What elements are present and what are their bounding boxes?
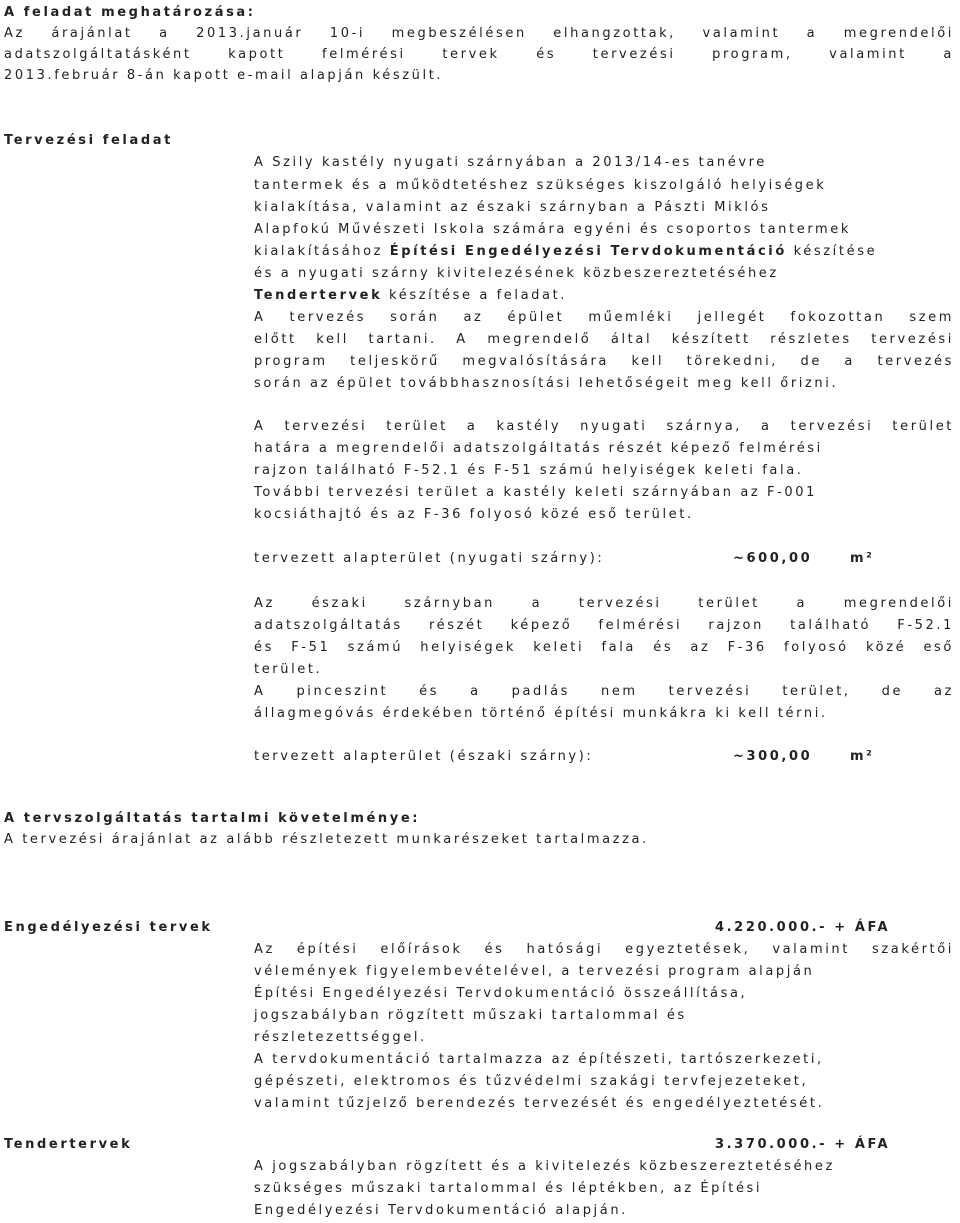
paragraph-line: adatszolgáltatás részét képező felmérési rajzon található F-52.1 bbox=[254, 618, 954, 633]
paragraph-line bbox=[254, 244, 877, 259]
paragraph-line: Engedélyezési Tervdokumentáció alapján. bbox=[254, 1203, 628, 1218]
paragraph-line: határa a megrendelői adatszolgáltatás részét képező felmérési bbox=[254, 441, 823, 456]
intro-line: 2013.február 8-án kapott e-mail alapján készült. bbox=[4, 68, 444, 83]
area-label-west: tervezett alapterület (nyugati szárny): bbox=[254, 551, 605, 566]
paragraph-line: Építési Engedélyezési Tervdokumentáció összeállítása, bbox=[254, 986, 748, 1001]
text-run: készítése a feladat. bbox=[382, 288, 568, 303]
text-run: kialakításához bbox=[254, 244, 390, 259]
intro-line: adatszolgáltatásként kapott felmérési tervek és tervezési program, valamint a bbox=[4, 47, 954, 62]
paragraph-line: és F-51 számú helyiségek keleti fala és az F-36 folyosó közé eső bbox=[254, 640, 954, 655]
text-run: készítése bbox=[786, 244, 878, 259]
paragraph-line: szükséges műszaki tartalommal és léptékben, az Építési bbox=[254, 1181, 763, 1196]
paragraph-line: rajzon található F-52.1 és F-51 számú helyiségek keleti fala. bbox=[254, 463, 804, 478]
paragraph-line: részletezettséggel. bbox=[254, 1030, 427, 1045]
paragraph-line: során az épület továbbhasznosítási lehetőségeit meg kell őrizni. bbox=[254, 376, 839, 391]
paragraph-line bbox=[254, 288, 567, 303]
paragraph-line: gépészeti, elektromos és tűzvédelmi szakági tervfejezeteket, bbox=[254, 1074, 809, 1089]
section-heading-engedelyezesi: Engedélyezési tervek bbox=[4, 920, 213, 935]
section-heading-tendertervek: Tendertervek bbox=[4, 1137, 133, 1152]
area-unit-west: m² bbox=[850, 551, 875, 566]
paragraph-line: A Szily kastély nyugati szárnyában a 2013/14-es tanévre bbox=[254, 155, 767, 170]
paragraph-line: terület. bbox=[254, 662, 323, 677]
paragraph-line: Az építési előírások és hatósági egyeztetések, valamint szakértői bbox=[254, 942, 954, 957]
paragraph-line: kialakítása, valamint az északi szárnyban a Pászti Miklós bbox=[254, 200, 771, 215]
paragraph-line: állagmegóvás érdekében történő építési munkákra ki kell térni. bbox=[254, 706, 828, 721]
paragraph-line: kocsiáthajtó és az F-36 folyosó közé eső terület. bbox=[254, 507, 694, 522]
area-value-north: ~300,00 bbox=[733, 749, 813, 764]
paragraph-line: Alapfokú Művészeti Iskola számára egyéni és csoportos tantermek bbox=[254, 222, 852, 237]
paragraph-line: előtt kell tartani. A megrendelő által készített részletes tervezési bbox=[254, 332, 954, 347]
emphasis-text: Tendertervek bbox=[254, 288, 383, 303]
paragraph-line: A tervezési terület a kastély nyugati szárnya, a tervezési terület bbox=[254, 419, 954, 434]
paragraph-line: valamint tűzjelző berendezés tervezését és engedélyeztetését. bbox=[254, 1096, 825, 1111]
section-heading-tervezesi-feladat: Tervezési feladat bbox=[4, 133, 173, 148]
area-unit-north: m² bbox=[850, 749, 875, 764]
paragraph-line: Az északi szárnyban a tervezési terület a megrendelői bbox=[254, 596, 954, 611]
paragraph-line: A tervezési árajánlat az alább részletezett munkarészeket tartalmazza. bbox=[4, 832, 649, 847]
paragraph-line: program teljeskörű megvalósítására kell törekedni, de a tervezés bbox=[254, 354, 954, 369]
paragraph-line: és a nyugati szárny kivitelezésének közbeszereztetéséhez bbox=[254, 266, 779, 281]
price-engedelyezesi: 4.220.000.- + ÁFA bbox=[715, 920, 891, 935]
paragraph-line: A pinceszint és a padlás nem tervezési terület, de az bbox=[254, 684, 954, 699]
price-tendertervek: 3.370.000.- + ÁFA bbox=[715, 1137, 891, 1152]
area-value-west: ~600,00 bbox=[733, 551, 813, 566]
emphasis-text: Építési Engedélyezési Tervdokumentáció bbox=[389, 244, 787, 259]
paragraph-line: A jogszabályban rögzített és a kivitelezés közbeszereztetéséhez bbox=[254, 1159, 835, 1174]
section-heading-kovetelmeny: A tervszolgáltatás tartalmi követelménye: bbox=[4, 811, 421, 826]
paragraph-line: További tervezési terület a kastély keleti szárnyában az F-001 bbox=[254, 485, 818, 500]
paragraph-line: A tervezés során az épület műemléki jellegét fokozottan szem bbox=[254, 310, 954, 325]
paragraph-line: A tervdokumentáció tartalmazza az építészeti, tartószerkezeti, bbox=[254, 1052, 824, 1067]
section-heading-feladat: A feladat meghatározása: bbox=[4, 5, 256, 20]
paragraph-line: vélemények figyelembevételével, a tervezési program alapján bbox=[254, 964, 815, 979]
intro-line: Az árajánlat a 2013.január 10-i megbeszélésen elhangzottak, valamint a megrendelői bbox=[4, 26, 954, 41]
paragraph-line: tantermek és a működtetéshez szükséges kiszolgáló helyiségek bbox=[254, 178, 827, 193]
area-label-north: tervezett alapterület (északi szárny): bbox=[254, 749, 594, 764]
paragraph-line: jogszabályban rögzített műszaki tartalommal és bbox=[254, 1008, 687, 1023]
